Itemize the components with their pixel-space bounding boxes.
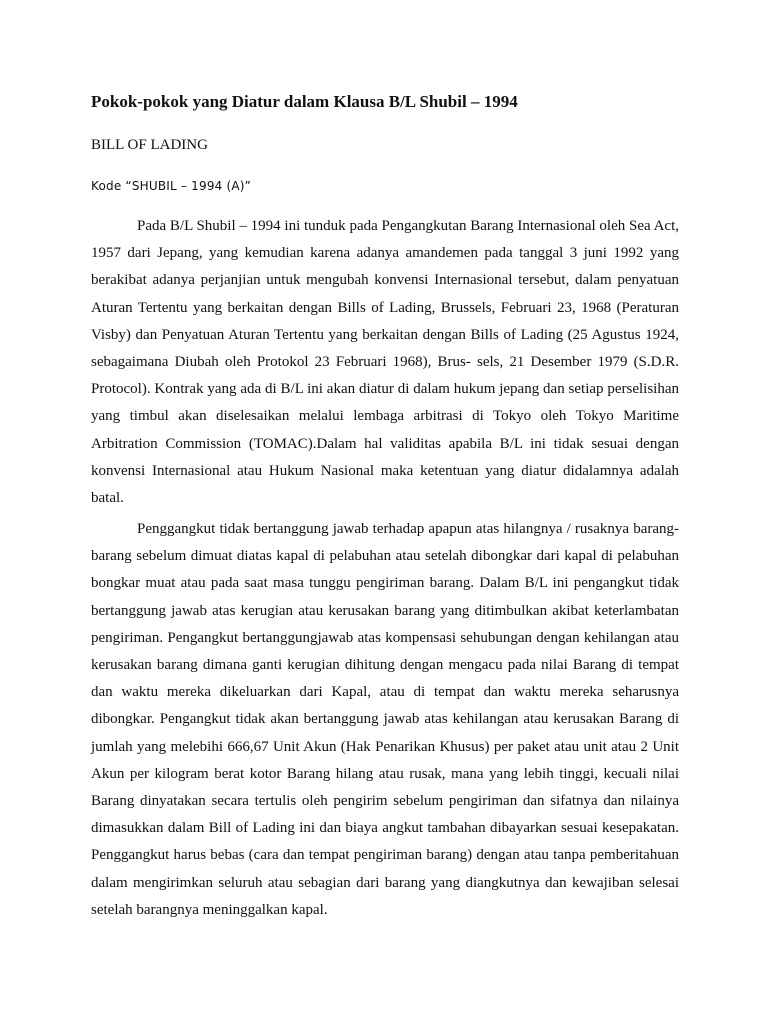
document-title: Pokok-pokok yang Diatur dalam Klausa B/L Shubil – 1994 (91, 92, 518, 111)
paragraph-governing-law: Pada B/L Shubil – 1994 ini tunduk pada Pengangkutan Barang Internasional oleh Sea Act, 1957 dari Jepang, yang kemudian karena adanya amandemen pada tanggal 3 juni 1992 yang berakibat adanya perjanjian untuk mengubah konvensi Internasional tersebut, dalam penyatuan Aturan Tertentu yang berkaitan dengan Bills of Lading, Brussels, Februari 23, 1968 (Peraturan Visby) dan Penyatuan Aturan Tertentu yang berkaitan dengan Bills of Lading (25 Agustus 1924, sebagaimana Diubah oleh Protokol 23 Februari 1968), Brus- sels, 21 Desember 1979 (S.D.R. Protocol). Kontrak yang ada di B/L ini akan diatur di dalam hukum jepang dan setiap perselisihan yang timbul akan diselesaikan melalui lembaga arbitrasi di Tokyo oleh Tokyo Maritime Arbitration Commission (TOMAC).Dalam hal validitas apabila B/L ini tidak sesuai dengan konvensi Internasional atau Hukum Nasional maka ketentuan yang diatur didalamnya adalah batal. (91, 218, 679, 507)
document-subtitle: BILL OF LADING (91, 137, 208, 153)
document-code-line: Kode “SHUBIL – 1994 (A)” (91, 179, 252, 193)
paragraph-carrier-liability: Penggangkut tidak bertanggung jawab terhadap apapun atas hilangnya / rusaknya barang-barang sebelum dimuat diatas kapal di pelabuhan atau setelah dibongkar dari kapal di pelabuhan bongkar muat atau pada saat masa tunggu pengiriman barang. Dalam B/L ini pengangkut tidak bertanggung jawab atas kerugian atau kerusakan barang yang ditimbulkan akibat keterlambatan pengiriman. Pengangkut bertanggungjawab atas kompensasi sehubungan dengan kehilangan atau kerusakan barang dimana ganti kerugian dihitung dengan mengacu pada nilai Barang di tempat dan waktu mereka dikeluarkan dari Kapal, atau di tempat dan waktu mereka seharusnya dibongkar. Pengangkut tidak akan bertanggung jawab atas kehilangan atau kerusakan Barang di jumlah yang melebihi 666,67 Unit Akun (Hak Penarikan Khusus) per paket atau unit atau 2 Unit Akun per kilogram berat kotor Barang hilang atau rusak, mana yang lebih tinggi, kecuali nilai Barang dinyatakan secara tertulis oleh pengirim sebelum pengiriman dan sifatnya dan nilainya dimasukkan dalam Bill of Lading ini dan biaya angkut tambahan dibayarkan sesuai kesepakatan. Penggangkut harus bebas (cara dan tempat pengiriman barang) dengan atau tanpa pemberitahuan dalam mengirimkan seluruh atau sebagian dari barang yang diangkutnya dan kewajiban selesai setelah barangnya meninggalkan kapal. (91, 521, 679, 918)
